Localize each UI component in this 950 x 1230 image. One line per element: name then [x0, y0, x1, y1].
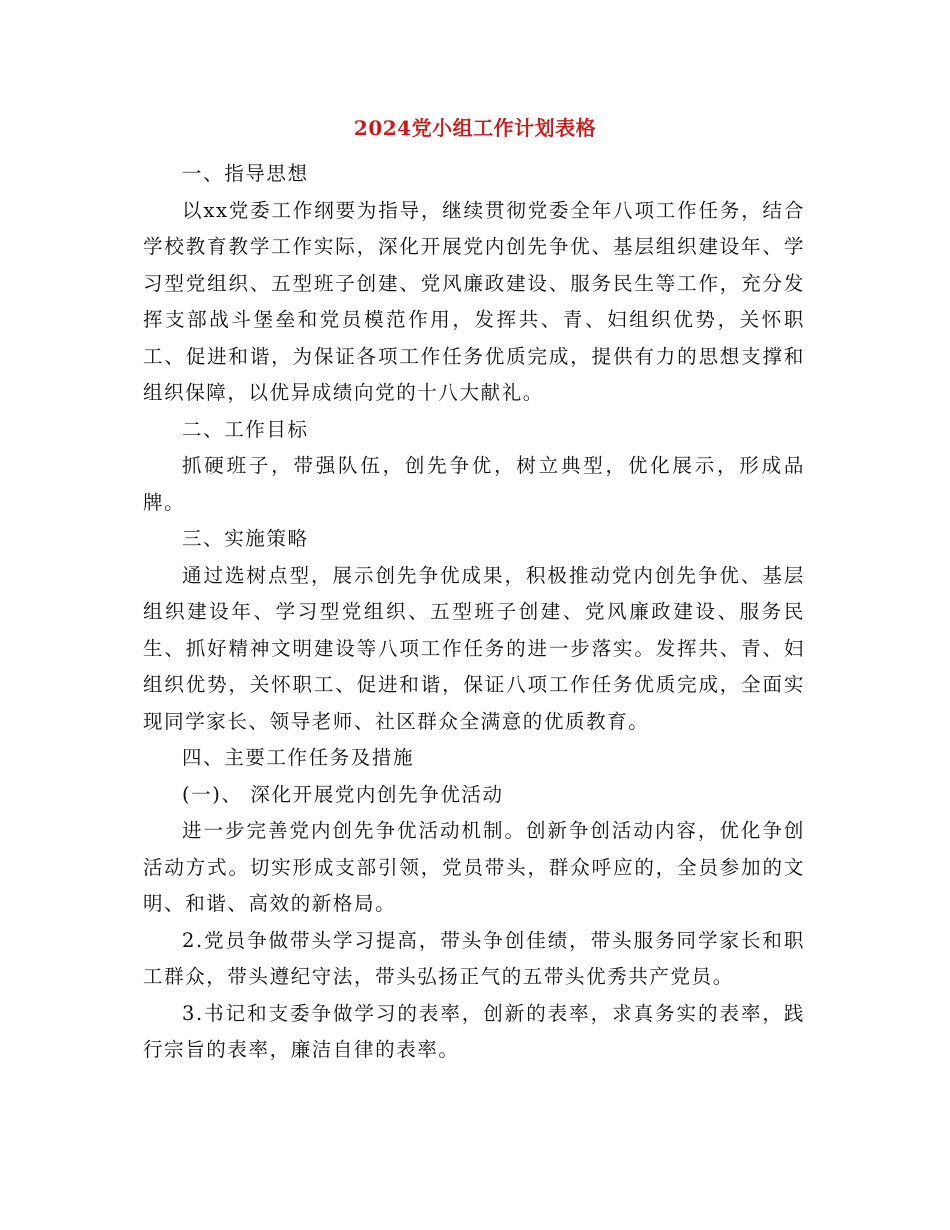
- heading-main-tasks: 四、主要工作任务及措施: [182, 746, 415, 769]
- heading-guiding-ideology: 一、指导思想: [182, 162, 309, 185]
- subheading-activity-one: (一)、 深化开展党内创先争优活动: [182, 782, 504, 806]
- heading-work-goals: 二、工作目标: [182, 417, 309, 441]
- document-body: [143, 156, 805, 1069]
- paragraph-item-2: 2.党员争做带头学习提高，带头争创佳绩，带头服务同学家长和职工群众，带头遵纪守法，带头弘扬正气的五带头优秀共产党员。: [143, 928, 805, 988]
- heading-implementation-strategy: 三、实施策略: [182, 527, 309, 550]
- document-title: 2024党小组工作计划表格: [353, 116, 597, 140]
- paragraph-item-3: 3.书记和支委争做学习的表率，创新的表率，求真务实的表率，践行宗旨的表率，廉洁自律的表率。: [143, 1001, 805, 1061]
- paragraph-guiding-ideology: 以xx党委工作纲要为指导，继续贯彻党委全年八项工作任务，结合学校教育教学工作实际，深化开展党内创先争优、基层组织建设年、学习型党组织、五型班子创建、党风廉政建设、服务民生等工作，充分发挥支部战斗堡垒和党员模范作用，发挥共、青、妇组织优势，关怀职工、促进和谐，为保证各项工作任务优质完成，提供有力的思想支撑和组织保障，以优异成绩向党的十八大献礼。: [143, 198, 805, 404]
- paragraph-work-goals: 抓硬班子，带强队伍，创先争优，树立典型，优化展示，形成品牌。: [143, 454, 805, 514]
- paragraph-implementation-strategy: 通过选树点型，展示创先争优成果，积极推动党内创先争优、基层组织建设年、学习型党组织、五型班子创建、党风廉政建设、服务民生、抓好精神文明建设等八项工作任务的进一步落实。发挥共、青、妇组织优势，关怀职工、促进和谐，保证八项工作任务优质完成，全面实现同学家长、领导老师、社区群众全满意的优质教育。: [143, 563, 805, 733]
- paragraph-mechanism: 进一步完善党内创先争优活动机制。创新争创活动内容，优化争创活动方式。切实形成支部引领，党员带头，群众呼应的，全员参加的文明、和谐、高效的新格局。: [143, 819, 805, 915]
